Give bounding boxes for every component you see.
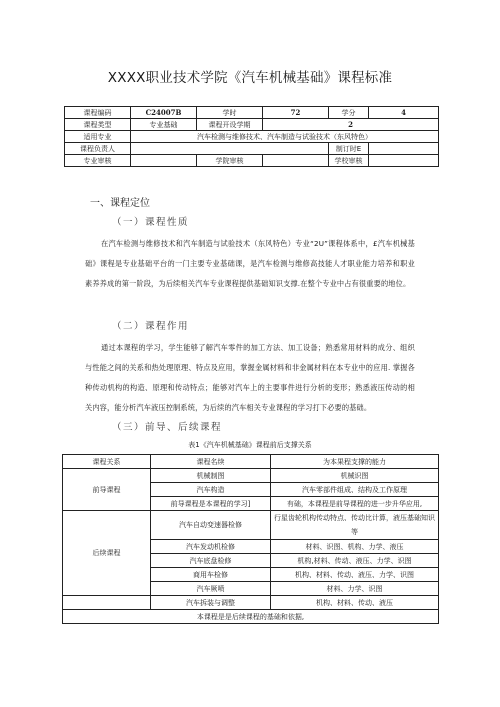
owner-label: 课程负责人 <box>65 143 131 155</box>
review-value <box>131 155 197 167</box>
course-info-table <box>64 106 439 167</box>
paragraph-course-role: 通过本课程的学习，学生能够了解汽车零件的加工方法、加工设备；熟悉常用材料的成分、组织与性能之间的关系和热处理原理、特点及应用，掌握金属材料和非金属材料在本专业中的应用. 掌握各种传动机构的构造、原理和传动特点；能够对汽车上的主要事件进行分析的变形；熟悉液压传动的相关内容，能分析汽车液压控制系统，为后续的汽车相关专业课程的学习打下必要的基础。 <box>85 343 415 412</box>
table-row <box>63 511 439 540</box>
empty-cell <box>63 596 151 610</box>
header-course: 课程名续 <box>151 455 271 469</box>
ability-cell: 机构、材料、传动、液压、力学、识图 <box>271 568 439 582</box>
table-header-row <box>63 455 439 469</box>
course-cell: 商用车检修 <box>151 568 271 582</box>
term-value: 2 <box>263 119 439 131</box>
ability-cell: 机构、材料、传动、液压 <box>271 596 439 610</box>
ability-cell: 机构,材料、传动、液压、力学、识图 <box>271 554 439 568</box>
review2-value <box>263 155 329 167</box>
course-cell: 前导课程是本课程的学习] <box>151 497 271 511</box>
subheading-course-role: （二）课程作用 <box>112 321 190 332</box>
header-relation: 课程关系 <box>63 455 151 469</box>
code-value: C24007B <box>131 107 197 119</box>
ability-cell: 有础，本课程是前导课程的进一步升华应用, <box>271 497 439 511</box>
ability-cell: 材料、力学、识图 <box>271 582 439 596</box>
course-cell: 汽车构造 <box>151 483 271 497</box>
post-courses-label: 后续课程 <box>63 511 151 596</box>
pre-courses-label: 前导课程 <box>63 469 151 511</box>
owner-value <box>131 143 329 155</box>
date-label: 制订时E <box>329 143 369 155</box>
credit-value: 4 <box>369 107 439 119</box>
type-value: 专业基础 <box>131 119 197 131</box>
review2-label: 学院审核 <box>197 155 263 167</box>
type-label: 课程类型 <box>65 119 131 131</box>
hours-label: 学时 <box>197 107 263 119</box>
credit-label: 学分 <box>329 107 369 119</box>
table1-caption: 表1《汽车机械基础》课程前后支撑关系 <box>188 441 312 449</box>
course-cell: 汽车拆装与调整 <box>151 596 271 610</box>
ability-cell: 机械识图 <box>271 469 439 483</box>
date-value <box>369 143 439 155</box>
subheading-course-nature: （一）课程性质 <box>112 217 190 228</box>
paragraph-course-nature: 在汽车检测与维修技术和汽车制造与试验技术（东风特色）专业“2U”课程体系中，£汽车机械基础》课程是专业基础平台的一门主要专业基础课，是汽车检测与维修高技能人才职业能力培养和职业素养养成的第一阶段，为后续相关汽车专业课程提供基础知识支撑.在整个专业中占有很重要的地位。 <box>85 239 415 288</box>
ability-cell: 汽车零部件组成、结构及工作原理 <box>271 483 439 497</box>
table-footer-row <box>63 610 439 624</box>
ability-cell: 行星齿轮机构传动特点、传动比计算，液压基础知识等 <box>271 511 439 540</box>
subheading-related-courses: （三）前导、后续课程 <box>112 422 223 433</box>
hours-value: 72 <box>263 107 329 119</box>
code-label: 课程编码 <box>65 107 131 119</box>
course-cell: 机械制图 <box>151 469 271 483</box>
document-title: XXXX职业技术学院《汽车机械基础》课程标准 <box>107 70 393 86</box>
major-label: 适用专业 <box>65 131 131 143</box>
review3-value <box>369 155 439 167</box>
term-label: 课程开设学期 <box>197 119 263 131</box>
course-cell: 汽车底盘检修 <box>151 554 271 568</box>
ability-cell: 材料、识图、机构、力学、液压 <box>271 540 439 554</box>
table-footer-note: 本课程是是后续课程的基础和依据, <box>63 610 439 624</box>
major-value: 汽车检测与维修技术、汽车制造与试验技术（东风特色） <box>131 131 439 143</box>
table-row <box>63 469 439 483</box>
review-label: 专业审核 <box>65 155 131 167</box>
header-ability: 为本果程支撑的能力 <box>271 455 439 469</box>
course-cell: 汽车自动变速器检修 <box>151 511 271 540</box>
table-row <box>63 596 439 610</box>
course-cell: 汽车发动机检修 <box>151 540 271 554</box>
review3-label: 学校审核 <box>329 155 369 167</box>
course-relation-table <box>62 454 439 624</box>
section-heading-course-position: 一、课程定位 <box>90 198 150 209</box>
course-cell: 汽车厥喷 <box>151 582 271 596</box>
